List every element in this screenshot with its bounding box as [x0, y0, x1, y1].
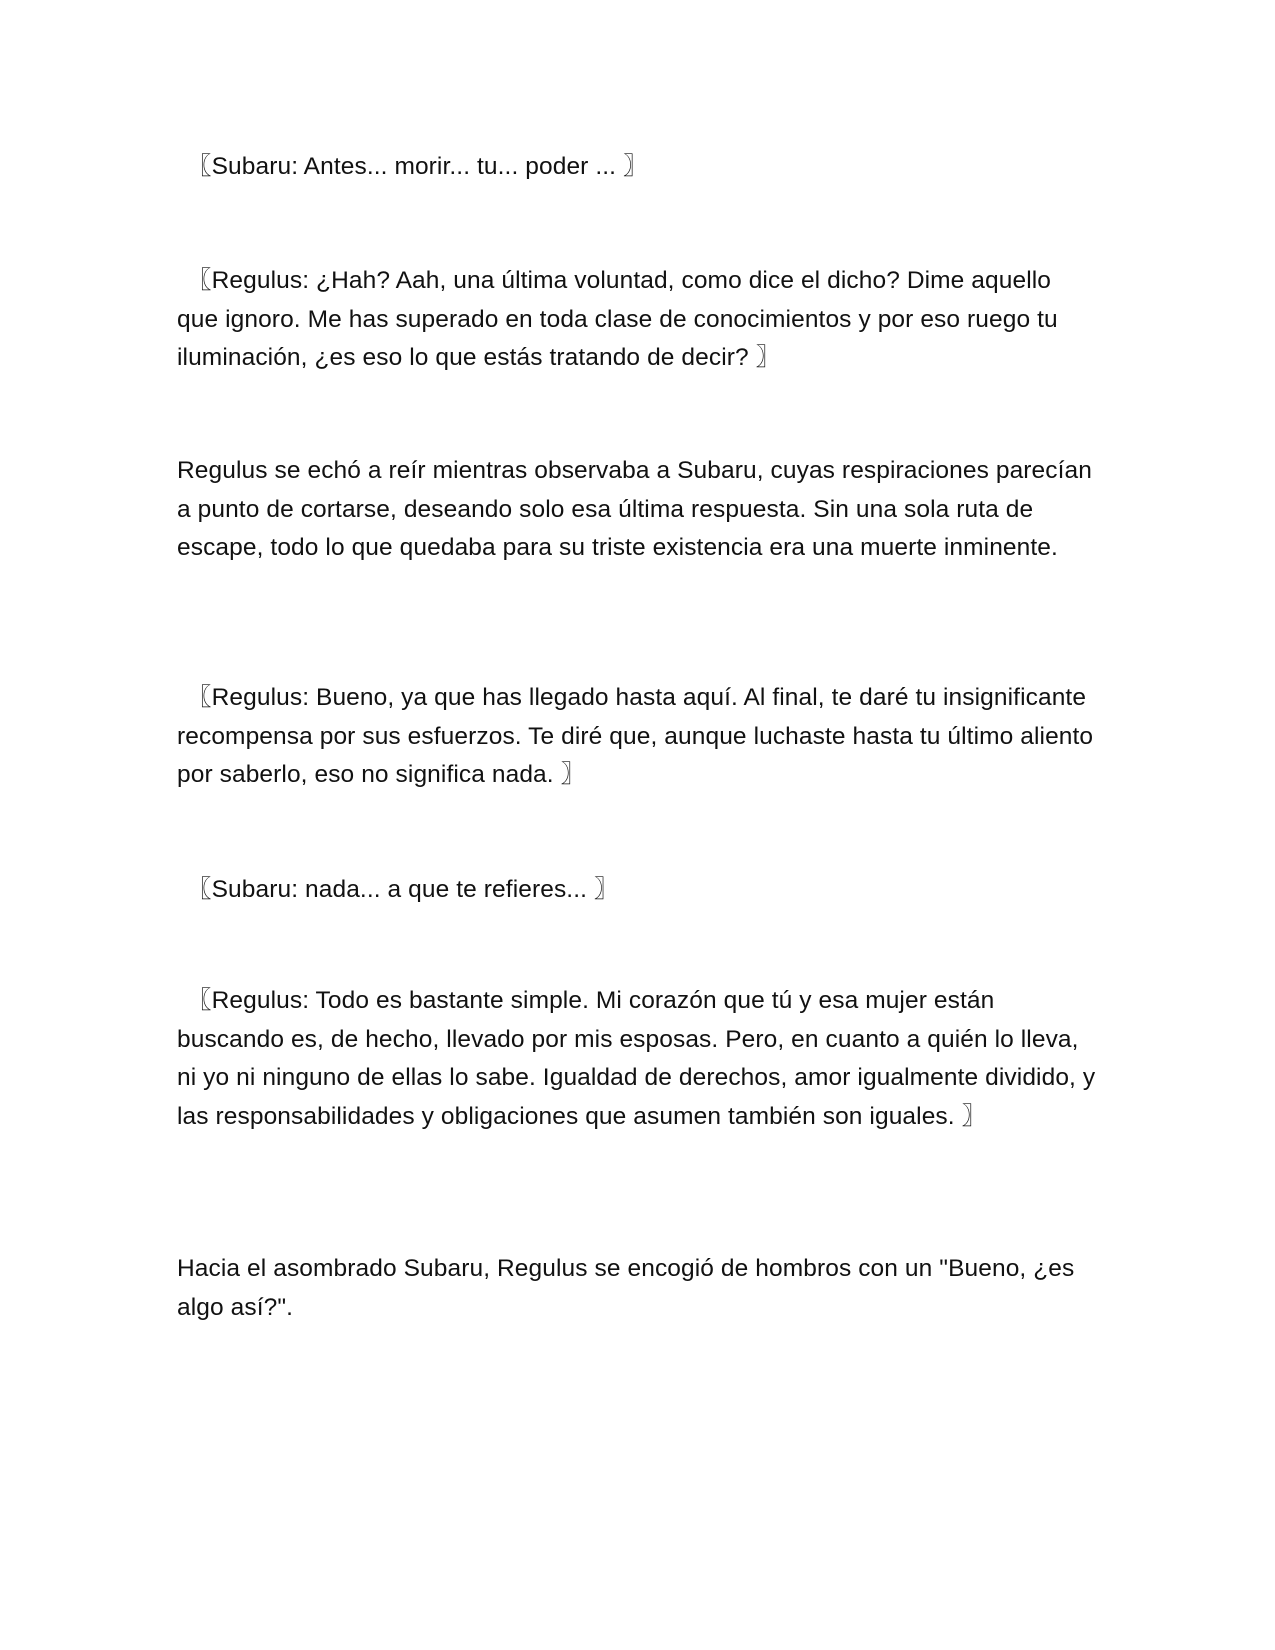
narration-2: Hacia el asombrado Subaru, Regulus se encogió de hombros con un "Bueno, ¿es algo así?".	[177, 1255, 1075, 1321]
dialogue-subaru-2: 〖Subaru: nada... a que te refieres... 〗	[187, 876, 619, 903]
narration-1: Regulus se echó a reír mientras observaba a Subaru, cuyas respiraciones parecían a punto de cortarse, deseando solo esa última respuesta. Sin una sola ruta de escape, todo lo que quedaba para su triste existencia era una muerte inminente.	[177, 457, 1092, 561]
dialogue-regulus-2: 〖Regulus: Bueno, ya que has llegado hasta aquí. Al final, te daré tu insignificante recompensa por sus esfuerzos. Te diré que, aunque luchaste hasta tu último aliento por saberlo, eso no significa nada. 〗	[177, 684, 1094, 788]
dialogue-regulus-1: 〖Regulus: ¿Hah? Aah, una última voluntad, como dice el dicho? Dime aquello que ignoro. Me has superado en toda clase de conocimientos y por eso ruego tu iluminación, ¿es eso lo que estás tratando de decir? 〗	[177, 267, 1058, 371]
dialogue-subaru-1: 〖Subaru: Antes... morir... tu... poder ... 〗	[187, 153, 648, 180]
dialogue-regulus-3: 〖Regulus: Todo es bastante simple. Mi corazón que tú y esa mujer están buscando es, de hecho, llevado por mis esposas. Pero, en cuanto a quién lo lleva, ni yo ni ninguno de ellas lo sabe. Igualdad de derechos, amor igualmente dividido, y las responsabilidades y obligaciones que asumen también son iguales. 〗	[177, 987, 1096, 1130]
